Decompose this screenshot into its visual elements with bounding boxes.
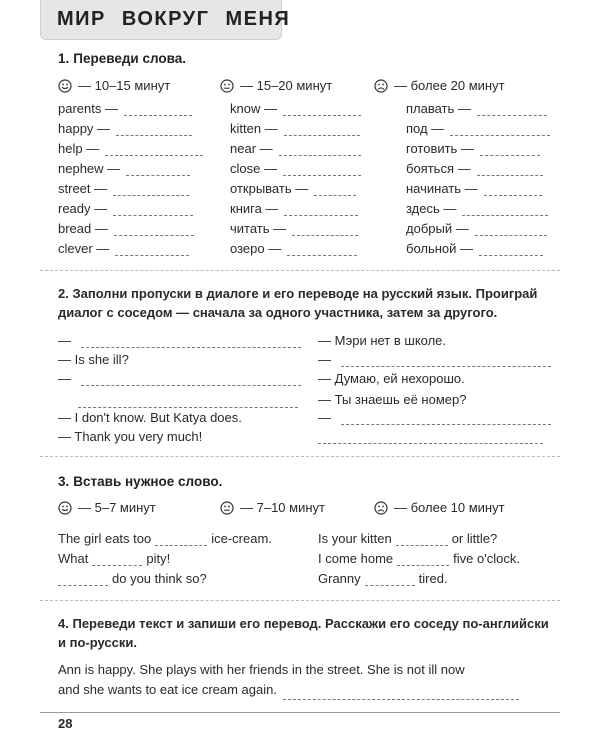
word-label: больной — <box>406 241 474 256</box>
smile-icon <box>58 79 72 93</box>
frown-icon <box>374 79 388 93</box>
blank-input[interactable] <box>92 555 142 566</box>
word-label: здесь — <box>406 201 457 216</box>
task2-title <box>58 284 558 322</box>
answer-line[interactable] <box>279 145 361 156</box>
answer-line[interactable] <box>124 105 192 116</box>
answer-line[interactable] <box>477 165 543 176</box>
sentence-part: pity! <box>146 551 171 566</box>
answer-line[interactable] <box>462 205 548 216</box>
task3-title-text: Вставь нужное слово. <box>73 474 223 489</box>
dialog-answer-line <box>58 393 298 408</box>
word-label: nephew — <box>58 161 121 176</box>
sentence-part: Is your kitten <box>318 531 392 546</box>
header-word-1: МИР <box>57 8 106 30</box>
answer-line[interactable] <box>126 165 190 176</box>
word-label: озеро — <box>230 241 282 256</box>
sentence-part: ice-cream. <box>211 531 272 546</box>
neutral-icon <box>220 79 234 93</box>
dialog-line <box>58 371 301 386</box>
word-label: clever — <box>58 241 110 256</box>
task4-text <box>58 660 558 700</box>
answer-line[interactable] <box>484 185 542 196</box>
dialog-line <box>318 371 465 386</box>
word-label: под — <box>406 121 445 136</box>
dialog-line <box>58 410 242 425</box>
word-item <box>58 201 193 216</box>
fill-sentence <box>318 551 520 566</box>
dialog-line <box>58 352 129 367</box>
word-label: know — <box>230 101 277 116</box>
dialog-text: — Ты знаешь её номер? <box>318 392 467 407</box>
word-item <box>406 101 547 116</box>
dialog-line <box>318 392 466 407</box>
answer-line[interactable] <box>116 125 192 136</box>
task4-number: 4. <box>58 616 69 631</box>
answer-line[interactable] <box>81 337 301 348</box>
word-item <box>58 101 192 116</box>
page-header <box>40 0 291 40</box>
answer-line[interactable] <box>314 185 356 196</box>
word-label: close — <box>230 161 277 176</box>
time-item-slow <box>374 78 505 93</box>
word-item <box>230 141 361 156</box>
answer-line[interactable] <box>341 414 551 425</box>
header-word-3: МЕНЯ <box>225 8 291 30</box>
sentence-part: or little? <box>451 531 498 546</box>
page-number: 28 <box>58 716 73 731</box>
word-label: ready — <box>58 201 108 216</box>
answer-line[interactable] <box>287 245 357 256</box>
word-item <box>406 201 548 216</box>
word-label: книга — <box>230 201 279 216</box>
word-label: плавать — <box>406 101 471 116</box>
word-item <box>230 161 361 176</box>
word-item <box>230 201 358 216</box>
dialog-line <box>58 333 301 348</box>
word-item <box>406 121 550 136</box>
fill-sentence <box>58 551 170 566</box>
time-item-medium <box>220 78 352 93</box>
word-item <box>58 221 194 236</box>
dialog-text: — <box>318 352 331 367</box>
word-label: готовить — <box>406 141 474 156</box>
word-label: читать — <box>230 221 287 236</box>
answer-line[interactable] <box>480 145 540 156</box>
task3-time-row <box>58 500 527 515</box>
word-label: открывать — <box>230 181 309 196</box>
neutral-icon <box>220 501 234 515</box>
word-label: near — <box>230 141 273 156</box>
header-word-2: ВОКРУГ <box>121 8 210 30</box>
dialog-text: — Is she ill? <box>58 352 129 367</box>
blank-input[interactable] <box>155 535 207 546</box>
dialog-text: — Мэри нет в школе. <box>318 333 447 348</box>
sentence-part: The girl eats too <box>58 531 152 546</box>
word-label: bread — <box>58 221 108 236</box>
word-item <box>406 161 543 176</box>
answer-line[interactable] <box>283 105 361 116</box>
fill-sentence <box>54 571 207 586</box>
task2-title-text: Заполни пропуски в диалоге и его переводе на русский язык. Проиграй диалог с соседом — сначала за одного участника, затем за другого. <box>58 286 538 320</box>
answer-line[interactable] <box>292 225 358 236</box>
word-item <box>58 141 203 156</box>
fill-sentence <box>318 531 497 546</box>
answer-line[interactable] <box>341 356 551 367</box>
word-item <box>230 241 357 256</box>
answer-line[interactable] <box>113 205 193 216</box>
answer-line[interactable] <box>284 125 360 136</box>
answer-line[interactable] <box>477 105 547 116</box>
section-divider <box>40 600 560 601</box>
sentence-part: I come home <box>318 551 394 566</box>
time-slow-label: — более 20 минут <box>394 78 505 93</box>
task1-time-row <box>58 78 527 93</box>
task1-title <box>58 51 186 66</box>
word-label: добрый — <box>406 221 469 236</box>
dialog-text: — <box>58 333 71 348</box>
answer-line[interactable] <box>283 689 519 700</box>
sentence-part: do you think so? <box>112 571 207 586</box>
word-item <box>58 241 189 256</box>
fill-sentence <box>58 531 272 546</box>
word-item <box>58 181 189 196</box>
blank-input[interactable] <box>58 575 108 586</box>
blank-input[interactable] <box>396 535 448 546</box>
section-divider <box>40 456 560 457</box>
sentence-part: Granny <box>318 571 361 586</box>
answer-line[interactable] <box>475 225 547 236</box>
word-item <box>230 101 361 116</box>
time-medium-label: — 7–10 минут <box>240 500 325 515</box>
dialog-text: — <box>58 371 71 386</box>
section-divider <box>40 270 560 271</box>
dialog-text: — <box>318 410 331 425</box>
sentence-part: tired. <box>418 571 448 586</box>
word-item <box>406 221 547 236</box>
answer-line[interactable] <box>105 145 203 156</box>
page-bottom-rule <box>40 712 560 713</box>
task4-title-text: Переведи текст и запиши его перевод. Расскажи его соседу по-английски и по-русски. <box>58 616 549 650</box>
answer-line[interactable] <box>450 125 550 136</box>
dialog-answer-line <box>318 429 543 444</box>
word-item <box>406 241 543 256</box>
word-label: начинать — <box>406 181 478 196</box>
word-item <box>230 121 360 136</box>
answer-line[interactable] <box>81 375 301 386</box>
task3-title <box>58 474 222 489</box>
task3-number: 3. <box>58 474 70 489</box>
answer-line[interactable] <box>318 433 543 444</box>
word-label: kitten — <box>230 121 278 136</box>
word-item <box>58 161 190 176</box>
task4-line-2: and she wants to eat ice cream again. <box>58 682 277 697</box>
word-item <box>58 121 192 136</box>
fill-sentence <box>318 571 448 586</box>
word-item <box>230 221 358 236</box>
answer-line[interactable] <box>283 165 361 176</box>
task2-number: 2. <box>58 286 69 301</box>
word-item <box>406 181 542 196</box>
sentence-part: What <box>58 551 89 566</box>
time-item-medium <box>220 500 352 515</box>
time-fast-label: — 10–15 минут <box>78 78 171 93</box>
task4-line-2-row <box>58 680 558 700</box>
dialog-text: — I don't know. But Katya does. <box>58 410 242 425</box>
answer-line[interactable] <box>284 205 358 216</box>
time-item-fast <box>58 78 198 93</box>
frown-icon <box>374 501 388 515</box>
task1-title-text: Переведи слова. <box>73 51 187 66</box>
sentence-part: five o'clock. <box>453 551 520 566</box>
dialog-line <box>318 352 551 367</box>
dialog-line <box>318 410 551 425</box>
dialog-line <box>318 333 446 348</box>
time-medium-label: — 15–20 минут <box>240 78 333 93</box>
dialog-text: — Thank you very much! <box>58 429 203 444</box>
smile-icon <box>58 501 72 515</box>
word-item <box>230 181 356 196</box>
word-label: бояться — <box>406 161 471 176</box>
word-label: street — <box>58 181 108 196</box>
answer-line[interactable] <box>115 245 189 256</box>
word-item <box>406 141 540 156</box>
time-fast-label: — 5–7 минут <box>78 500 156 515</box>
time-item-fast <box>58 500 198 515</box>
blank-input[interactable] <box>397 555 449 566</box>
answer-line[interactable] <box>479 245 543 256</box>
task1-word-grid <box>58 101 558 261</box>
task4-line-1: Ann is happy. She plays with her friends in the street. She is not ill now <box>58 662 465 677</box>
dialog-text: — Думаю, ей нехорошо. <box>318 371 465 386</box>
word-label: help — <box>58 141 100 156</box>
answer-line[interactable] <box>114 225 194 236</box>
word-label: happy — <box>58 121 111 136</box>
word-label: parents — <box>58 101 118 116</box>
task4-title <box>58 614 558 652</box>
time-item-slow <box>374 500 505 515</box>
dialog-line <box>58 429 202 444</box>
blank-input[interactable] <box>365 575 415 586</box>
time-slow-label: — более 10 минут <box>394 500 505 515</box>
answer-line[interactable] <box>78 397 298 408</box>
task1-number: 1. <box>58 51 70 66</box>
answer-line[interactable] <box>113 185 189 196</box>
